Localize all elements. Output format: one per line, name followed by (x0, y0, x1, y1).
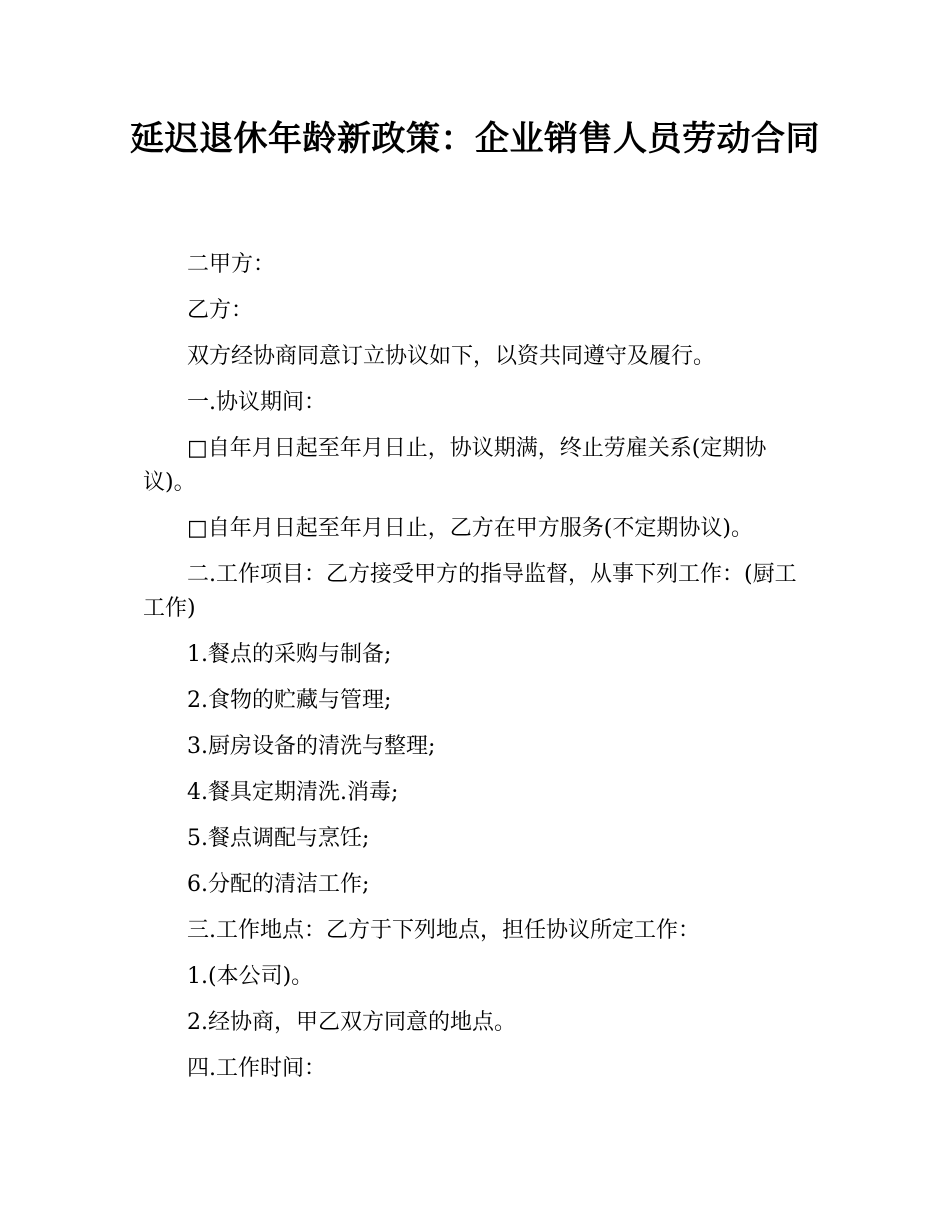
list-item: 4.餐具定期清洗.消毒; (187, 780, 399, 805)
section-heading-term: 一.协议期间： (187, 390, 326, 415)
paragraph-indefinite-term-option: □自年月日起至年月日止，乙方在甲方服务(不定期协议)。 (187, 516, 753, 541)
section-heading-work-items: 二.工作项目：乙方接受甲方的指导监督，从事下列工作：(厨工工作) (143, 562, 797, 621)
document-body (143, 248, 815, 1098)
section-heading-work-hours: 四.工作时间： (187, 1056, 326, 1081)
list-item: 6.分配的清洁工作; (187, 872, 370, 897)
paragraph-agreement-intro: 双方经协商同意订立协议如下，以资共同遵守及履行。 (187, 344, 716, 369)
section-heading-work-location: 三.工作地点：乙方于下列地点，担任协议所定工作： (187, 918, 700, 943)
paragraph-party-a: 二甲方： (187, 252, 276, 277)
document-title: 延迟退休年龄新政策：企业销售人员劳动合同 (130, 119, 820, 159)
paragraph-party-b: 乙方： (187, 298, 254, 323)
list-item: 5.餐点调配与烹饪; (187, 826, 370, 851)
list-item: 1.餐点的采购与制备; (187, 642, 392, 667)
list-item: 2.经协商，甲乙双方同意的地点。 (187, 1010, 516, 1035)
list-item: 3.厨房设备的清洗与整理; (187, 734, 436, 759)
list-item: 1.(本公司)。 (187, 964, 314, 989)
list-item: 2.食物的贮藏与管理; (187, 688, 392, 713)
paragraph-fixed-term-option: □自年月日起至年月日止，协议期满，终止劳雇关系(定期协议)。 (143, 436, 767, 495)
